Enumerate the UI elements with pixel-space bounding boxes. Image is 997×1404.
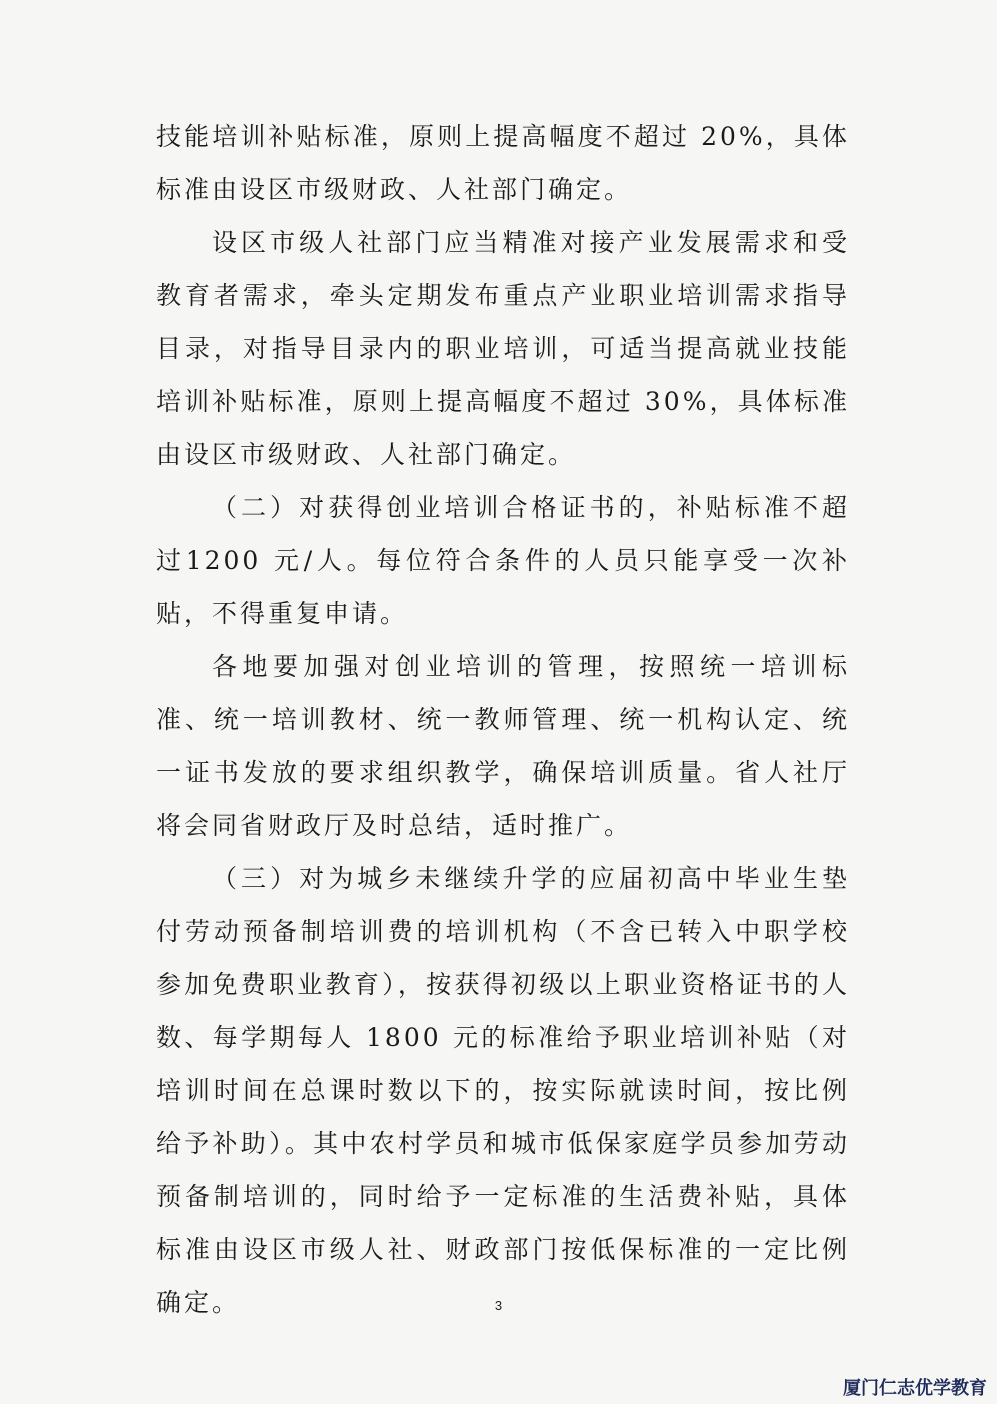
paragraph-2: 设区市级人社部门应当精准对接产业发展需求和受教育者需求，牵头定期发布重点产业职业培训需求指导目录，对指导目录内的职业培训，可适当提高就业技能培训补贴标准，原则上提高幅度不超过 30%，具体标准由设区市级财政、人社部门确定。 xyxy=(156,228,850,469)
document-body xyxy=(156,110,850,1329)
paragraph-5: （三）对为城乡未继续升学的应届初高中毕业生垫付劳动预备制培训费的培训机构（不含已转入中职学校参加免费职业教育），按获得初级以上职业资格证书的人数、每学期每人 1800 元的标准给予职业培训补贴（对培训时间在总课时数以下的，按实际就读时间，按比例给予补助）。其中农村学员和城市低保家庭学员参加劳动预备制培训的，同时给予一定标准的生活费补贴，具体标准由设区市级人社、财政部门按低保标准的一定比例确定。 xyxy=(156,864,850,1317)
paragraph-4: 各地要加强对创业培训的管理，按照统一培训标准、统一培训教材、统一教师管理、统一机构认定、统一证书发放的要求组织教学，确保培训质量。省人社厅将会同省财政厅及时总结，适时推广。 xyxy=(156,652,850,840)
paragraph-3: （二）对获得创业培训合格证书的，补贴标准不超过1200 元/人。每位符合条件的人员只能享受一次补贴，不得重复申请。 xyxy=(156,493,850,628)
page-number: 3 xyxy=(494,1298,503,1313)
watermark-text: 厦门仁志优学教育 xyxy=(843,1378,987,1399)
paragraph-1: 技能培训补贴标准，原则上提高幅度不超过 20%，具体标准由设区市级财政、人社部门确定。 xyxy=(156,122,850,204)
